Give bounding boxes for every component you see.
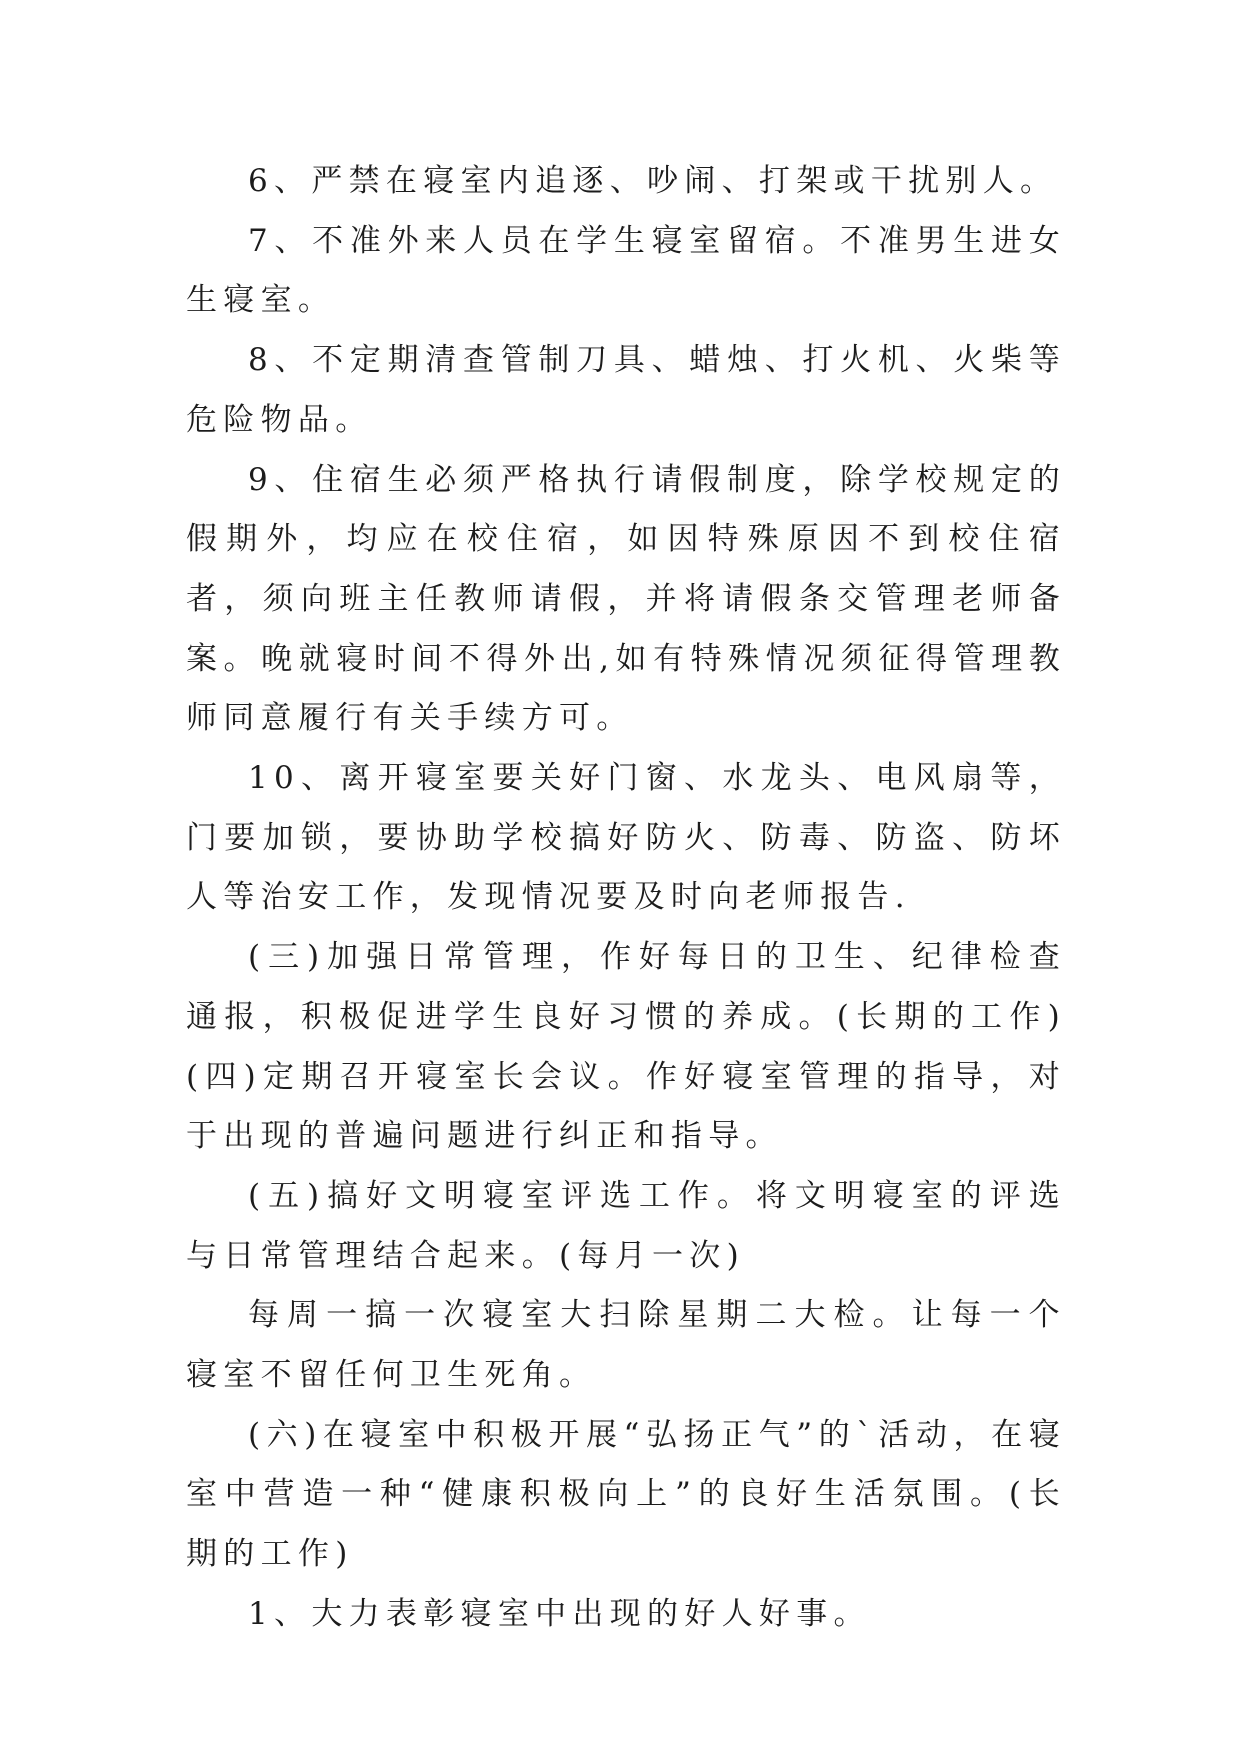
- paragraph-item-10: 10、离开寝室要关好门窗、水龙头、电风扇等，门要加锁，要协助学校搞好防火、防毒、防盗、防坏人等治安工作，发现情况要及时向老师报告.: [186, 760, 1066, 916]
- paragraph-section-6: (六)在寝室中积极开展“弘扬正气”的`活动，在寝室中营造一种“健康积极向上”的良好生活氛围。(长期的工作): [186, 1416, 1066, 1573]
- paragraph-item-1: 1、大力表彰寝室中出现的好人好事。: [248, 1595, 871, 1632]
- paragraph-section-5: (五)搞好文明寝室评选工作。将文明寝室的评选与日常管理结合起来。(每月一次): [186, 1177, 1066, 1274]
- paragraph-weekly-cleaning: 每周一搞一次寝室大扫除星期二大检。让每一个寝室不留任何卫生死角。: [186, 1297, 1066, 1394]
- paragraph-item-8: 8、不定期清查管制刀具、蜡烛、打火机、火柴等危险物品。: [186, 342, 1066, 438]
- paragraph-item-9: 9、住宿生必须严格执行请假制度，除学校规定的假期外，均应在校住宿，如因特殊原因不到校住宿者，须向班主任教师请假，并将请假条交管理老师备案。晚就寝时间不得外出,如有特殊情况须征得管理教师同意履行有关手续方可。: [186, 461, 1066, 737]
- paragraph-section-3-4: (三)加强日常管理，作好每日的卫生、纪律检查通报，积极促进学生良好习惯的养成。(长期的工作) (四)定期召开寝室长会议。作好寝室管理的指导，对于出现的普遍问题进行纠正和指导。: [186, 939, 1066, 1155]
- paragraph-item-6: 6、严禁在寝室内追逐、吵闹、打架或干扰别人。: [248, 163, 1058, 199]
- paragraph-item-7: 7、不准外来人员在学生寝室留宿。不准男生进女生寝室。: [186, 222, 1066, 319]
- document-body: [186, 152, 1066, 1645]
